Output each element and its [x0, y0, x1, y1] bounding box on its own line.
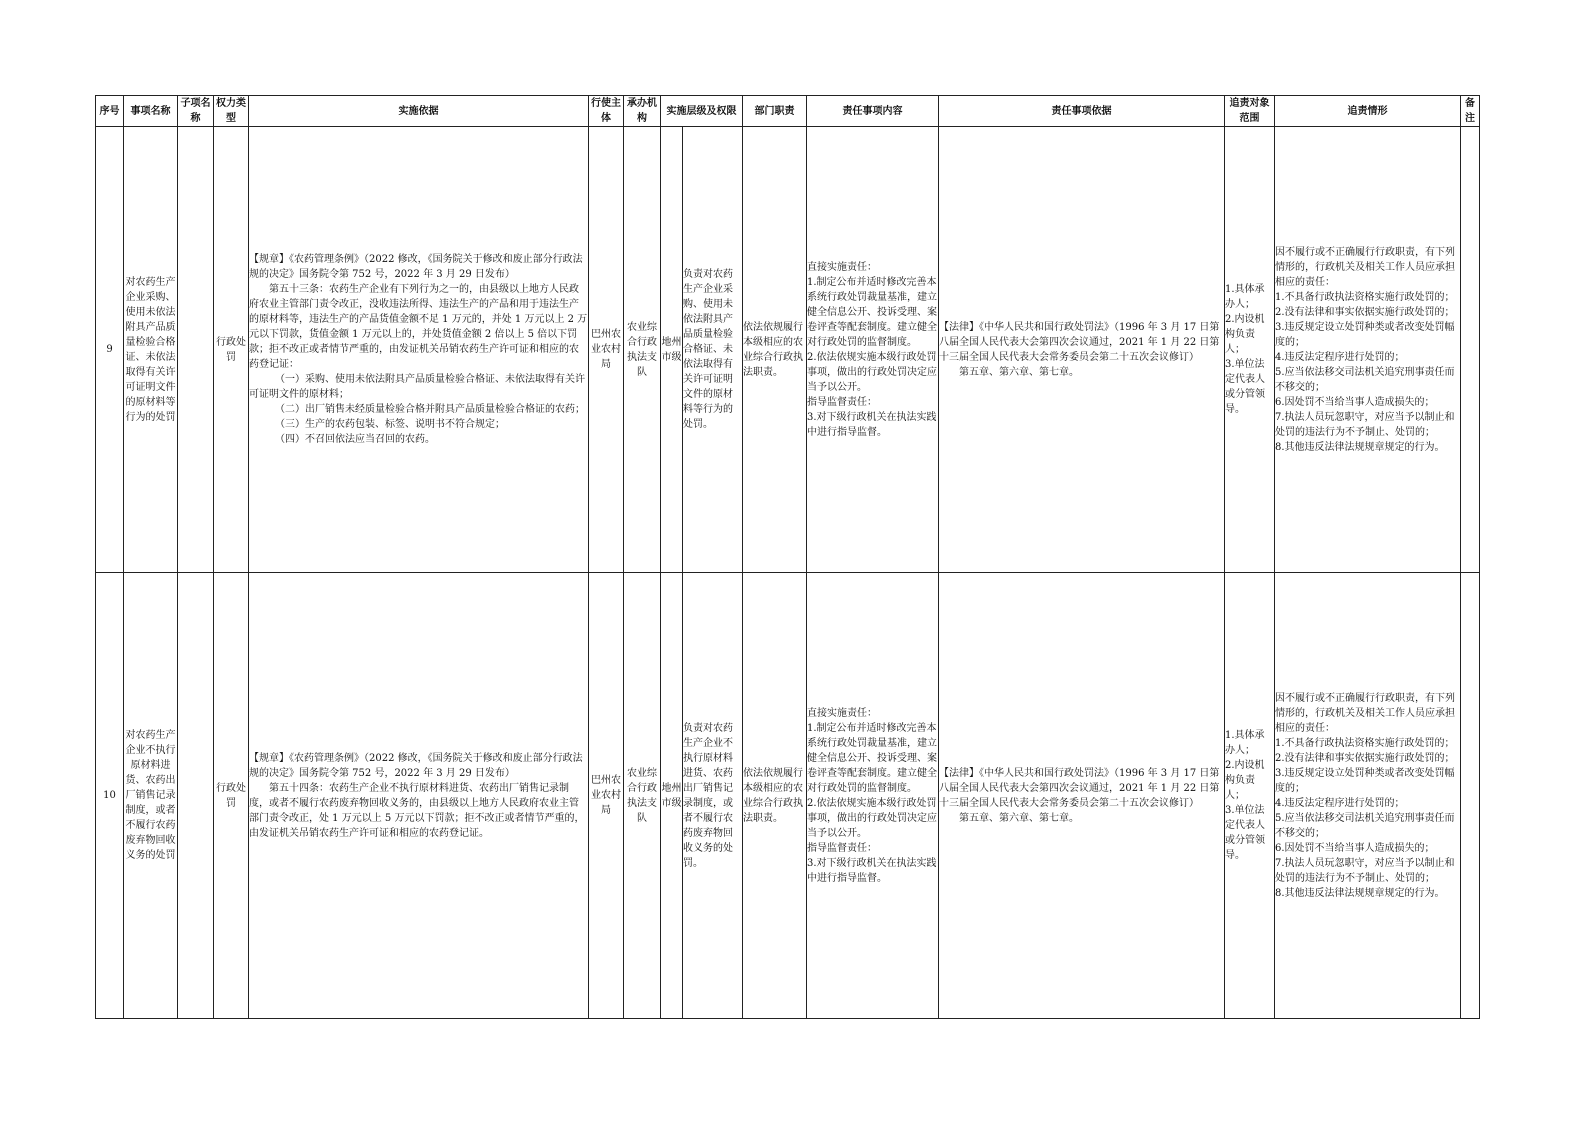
situation-line: 6.因处罚不当给当事人造成损失的； — [1275, 842, 1435, 854]
responsibility-table — [95, 95, 1480, 1019]
header-remark: 备注 — [1461, 96, 1480, 127]
situation-line: 4.违反法定程序进行处罚的； — [1275, 797, 1405, 809]
header-resp-content: 责任事项内容 — [807, 96, 939, 127]
situation-line: 8.其他违反法律法规规章规定的行为。 — [1275, 441, 1445, 453]
cell-power-type: 行政处罚 — [214, 127, 249, 573]
cell-item-name: 对农药生产企业不执行原材料进货、农药出厂销售记录制度，或者不履行农药废弃物回收义务的处罚 — [124, 573, 178, 1019]
header-basis: 实施依据 — [249, 96, 589, 127]
cell-item-name: 对农药生产企业采购、使用未依法附具产品质量检验合格证、未依法取得有关许可证明文件的原材料等行为的处罚 — [124, 127, 178, 573]
scope-line: 1.具体承办人； — [1225, 730, 1265, 756]
table-row — [96, 573, 1480, 1019]
resp-basis-tail: 第五章、第六章、第七章。 — [959, 812, 1079, 824]
basis-head: 【规章】《农药管理条例》（2022 修改，《国务院关于修改和废止部分行政法规的决定》国务院令第 752 号，2022 年 3 月 29 日发布） — [249, 254, 583, 280]
situation-line: 7.执法人员玩忽职守，对应当予以制止和处罚的违法行为不予制止、处罚的； — [1275, 857, 1455, 884]
basis-body: 第五十三条：农药生产企业有下列行为之一的，由县级以上地方人民政府农业主管部门责令改正，没收违法所得、违法生产的产品和用于违法生产的原材料等，违法生产的产品货值金额不足 1 万元的，并处 1 万元以上 2 万元以下罚款，货值金额 1 万元以上的，并处货值金额 2 倍以上 5 倍以下罚款；拒不改正或者情节严重的，由发证机关吊销农药生产许可证和相应的农药登记证： — [249, 284, 588, 370]
resp-line: 3.对下级行政机关在执法实践中进行指导监督。 — [807, 411, 937, 438]
situation-line: 1.不具备行政执法资格实施行政处罚的； — [1275, 291, 1455, 303]
situation-line: 因不履行或不正确履行行政职责，有下列情形的，行政机关及相关工作人员应承担相应的责任： — [1275, 692, 1455, 734]
cell-resp-content — [807, 127, 939, 573]
header-sub-item: 子项名称 — [178, 96, 214, 127]
cell-basis — [249, 573, 589, 1019]
header-scope: 追责对象范围 — [1225, 96, 1275, 127]
header-subject: 行使主体 — [589, 96, 624, 127]
basis-item: （二）出厂销售未经质量检验合格并附具产品质量检验合格证的农药； — [275, 404, 585, 415]
header-power-type: 权力类型 — [214, 96, 249, 127]
basis-item: （三）生产的农药包装、标签、说明书不符合规定； — [275, 419, 505, 430]
header-duty: 部门职责 — [743, 96, 807, 127]
cell-scope — [1225, 573, 1275, 1019]
situation-line: 因不履行或不正确履行行政职责，有下列情形的，行政机关及相关工作人员应承担相应的责任： — [1275, 246, 1455, 288]
cell-situation — [1275, 573, 1461, 1019]
cell-resp-basis — [939, 127, 1225, 573]
basis-body: 第五十四条：农药生产企业不执行原材料进货、农药出厂销售记录制度，或者不履行农药废弃物回收义务的，由县级以上地方人民政府农业主管部门责令改正，处 1 万元以上 5 万元以下罚款；拒不改正或者情节严重的，由发证机关吊销农药生产许可证和相应的农药登记证。 — [249, 782, 585, 839]
cell-resp-content — [807, 573, 939, 1019]
resp-basis-tail: 第五章、第六章、第七章。 — [959, 366, 1079, 378]
scope-line: 3.单位法定代表人或分管领导。 — [1225, 359, 1265, 415]
basis-item: （四）不召回依法应当召回的农药。 — [275, 434, 435, 445]
header-row — [96, 96, 1480, 127]
cell-situation — [1275, 127, 1461, 573]
cell-sub-item — [178, 127, 214, 573]
header-level: 实施层级及权限 — [661, 96, 743, 127]
cell-level-power: 负责对农药生产企业采购、使用未依法附具产品质量检验合格证、未依法取得有关许可证明文件的原材料等行为的处罚。 — [683, 127, 743, 573]
situation-line: 1.不具备行政执法资格实施行政处罚的； — [1275, 737, 1455, 749]
cell-remark — [1461, 573, 1480, 1019]
cell-scope — [1225, 127, 1275, 573]
resp-line: 2.依法依规实施本级行政处罚事项，做出的行政处罚决定应当予以公开。 — [807, 351, 937, 393]
situation-line: 2.没有法律和事实依据实施行政处罚的； — [1275, 752, 1455, 764]
cell-duty: 依法依规履行本级相应的农业综合行政执法职责。 — [743, 573, 807, 1019]
header-resp-basis: 责任事项依据 — [939, 96, 1225, 127]
header-org: 承办机构 — [624, 96, 661, 127]
situation-line: 5.应当依法移交司法机关追究刑事责任而不移交的； — [1275, 366, 1455, 393]
situation-line: 3.违反规定设立处罚种类或者改变处罚幅度的； — [1275, 767, 1455, 794]
scope-line: 2.内设机构负责人； — [1225, 760, 1265, 801]
situation-line: 3.违反规定设立处罚种类或者改变处罚幅度的； — [1275, 321, 1455, 348]
cell-org: 农业综合行政执法支队 — [624, 573, 661, 1019]
situation-line: 6.因处罚不当给当事人造成损失的； — [1275, 396, 1435, 408]
cell-subject: 巴州农业农村局 — [589, 573, 624, 1019]
resp-line: 直接实施责任： — [807, 707, 877, 719]
situation-line: 5.应当依法移交司法机关追究刑事责任而不移交的； — [1275, 812, 1455, 839]
cell-remark — [1461, 127, 1480, 573]
resp-basis-head: 【法律】《中华人民共和国行政处罚法》（1996 年 3 月 17 日第八届全国人民代表大会第四次会议通过，2021 年 1 月 22 日第十三届全国人民代表大会常务委员会第二十五次会议修订） — [939, 767, 1220, 809]
situation-line: 2.没有法律和事实依据实施行政处罚的； — [1275, 306, 1455, 318]
header-seq: 序号 — [96, 96, 124, 127]
resp-line: 指导监督责任： — [807, 396, 877, 408]
resp-line: 指导监督责任： — [807, 842, 877, 854]
cell-level-power: 负责对农药生产企业不执行原材料进货、农药出厂销售记录制度，或者不履行农药废弃物回收义务的处罚。 — [683, 573, 743, 1019]
basis-head: 【规章】《农药管理条例》（2022 修改，《国务院关于修改和废止部分行政法规的决定》国务院令第 752 号，2022 年 3 月 29 日发布） — [249, 752, 583, 779]
scope-line: 2.内设机构负责人； — [1225, 314, 1265, 355]
resp-line: 1.制定公布并适时修改完善本系统行政处罚裁量基准，建立健全信息公开、投诉受理、案卷评查等配套制度。建立健全对行政处罚的监督制度。 — [807, 722, 937, 794]
table-row — [96, 127, 1480, 573]
scope-line: 1.具体承办人； — [1225, 284, 1265, 310]
resp-line: 3.对下级行政机关在执法实践中进行指导监督。 — [807, 857, 937, 884]
resp-basis-head: 【法律】《中华人民共和国行政处罚法》（1996 年 3 月 17 日第八届全国人民代表大会第四次会议通过，2021 年 1 月 22 日第十三届全国人民代表大会常务委员会第二十五次会议修订） — [939, 321, 1220, 363]
cell-power-type: 行政处罚 — [214, 573, 249, 1019]
basis-item: （一）采购、使用未依法附具产品质量检验合格证、未依法取得有关许可证明文件的原材料； — [249, 374, 585, 400]
cell-subject: 巴州农业农村局 — [589, 127, 624, 573]
cell-seq: 10 — [96, 573, 124, 1019]
situation-line: 8.其他违反法律法规规章规定的行为。 — [1275, 887, 1445, 899]
situation-line: 4.违反法定程序进行处罚的； — [1275, 351, 1405, 363]
resp-line: 2.依法依规实施本级行政处罚事项，做出的行政处罚决定应当予以公开。 — [807, 797, 937, 839]
cell-duty: 依法依规履行本级相应的农业综合行政执法职责。 — [743, 127, 807, 573]
cell-org: 农业综合行政执法支队 — [624, 127, 661, 573]
cell-level: 地州市级 — [661, 573, 683, 1019]
cell-sub-item — [178, 573, 214, 1019]
resp-line: 直接实施责任： — [807, 261, 877, 273]
cell-basis — [249, 127, 589, 573]
cell-seq: 9 — [96, 127, 124, 573]
cell-resp-basis — [939, 573, 1225, 1019]
cell-level: 地州市级 — [661, 127, 683, 573]
header-situation: 追责情形 — [1275, 96, 1461, 127]
header-item-name: 事项名称 — [124, 96, 178, 127]
scope-line: 3.单位法定代表人或分管领导。 — [1225, 805, 1265, 861]
situation-line: 7.执法人员玩忽职守，对应当予以制止和处罚的违法行为不予制止、处罚的； — [1275, 411, 1455, 438]
resp-line: 1.制定公布并适时修改完善本系统行政处罚裁量基准，建立健全信息公开、投诉受理、案卷评查等配套制度。建立健全对行政处罚的监督制度。 — [807, 276, 937, 348]
